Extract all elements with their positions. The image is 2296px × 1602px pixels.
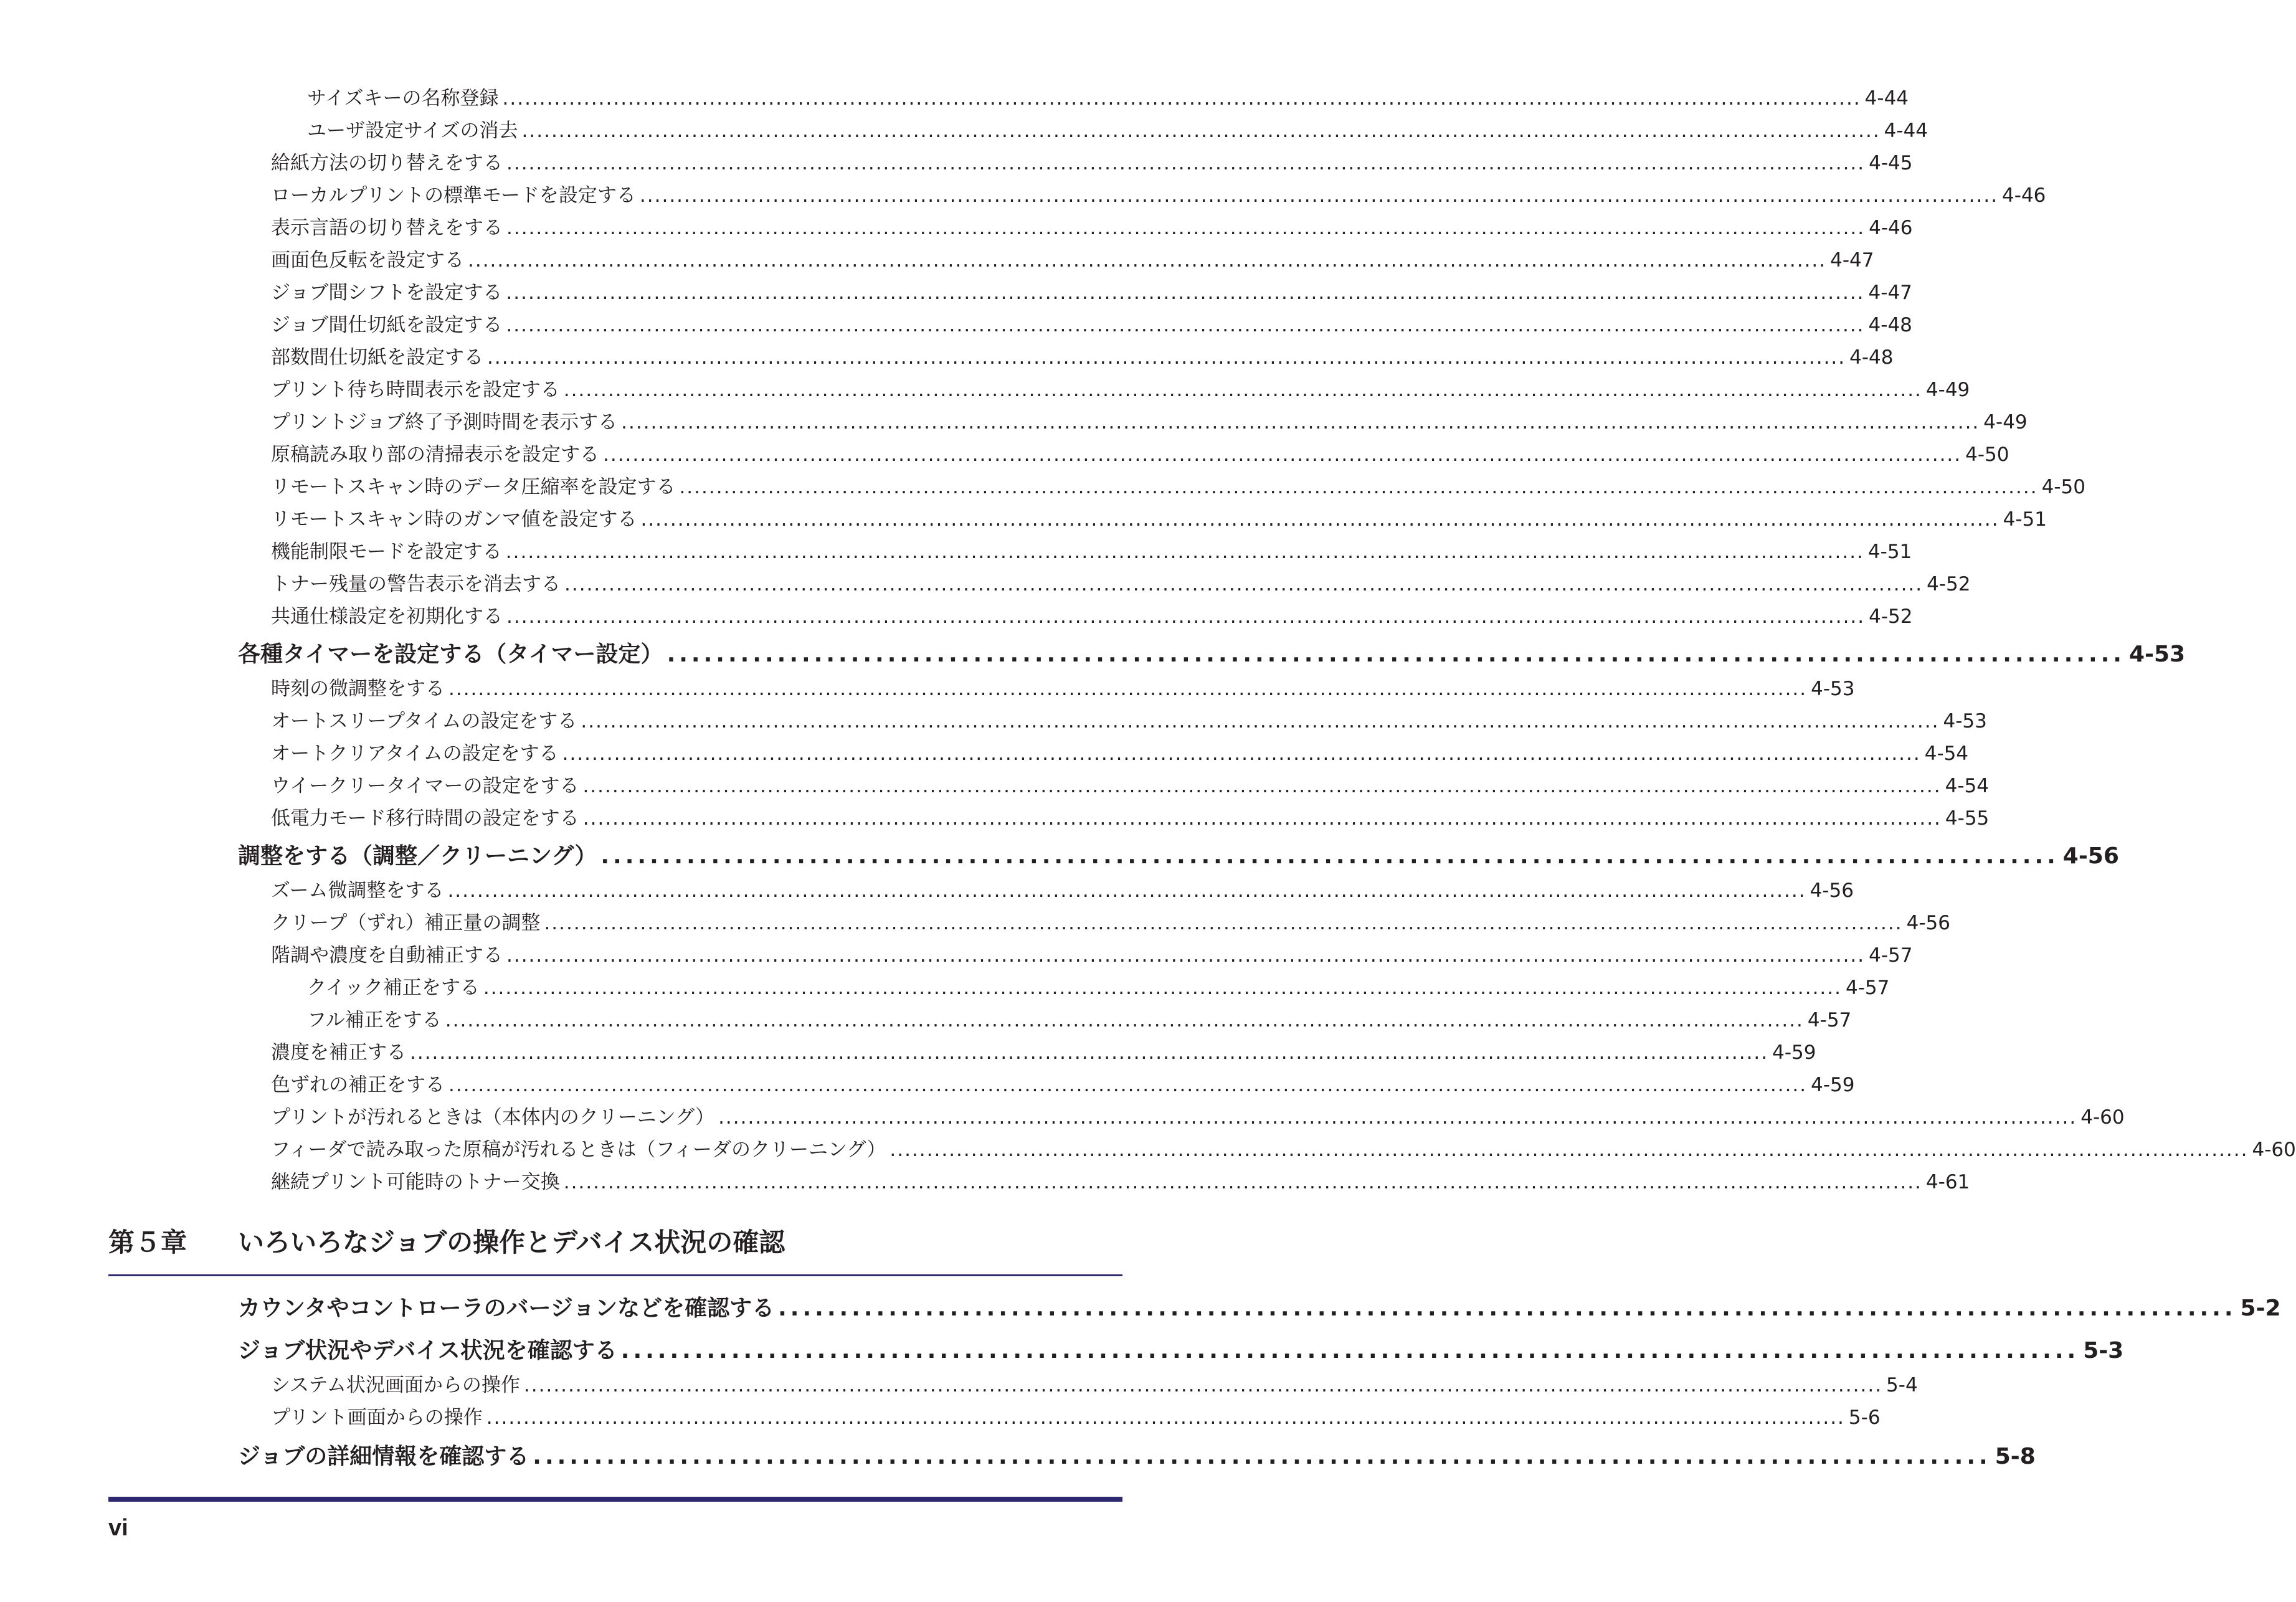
dot-leader: ........................................................................................................................................................................................ bbox=[486, 1406, 1845, 1429]
dot-leader: ....................................................................................................................... bbox=[667, 642, 2125, 667]
toc-entry[interactable] bbox=[271, 1101, 2125, 1129]
toc-entry-page: 4-52 bbox=[1927, 573, 1971, 595]
toc-entry[interactable] bbox=[271, 1369, 1918, 1397]
footer-divider bbox=[108, 1497, 1122, 1502]
toc-entry[interactable] bbox=[307, 82, 1909, 110]
toc-entry-title: 濃度を補正する bbox=[271, 1041, 406, 1064]
toc-entry-title: システム状況画面からの操作 bbox=[271, 1374, 520, 1396]
dot-leader: ........................................................................................................................................................................................ bbox=[603, 443, 1962, 466]
toc-entry-title: フィーダで読み取った原稿が汚れるときは（フィーダのクリーニング） bbox=[271, 1139, 886, 1161]
toc-entry-page: 4-61 bbox=[1925, 1171, 1970, 1193]
toc-entry[interactable] bbox=[271, 1166, 1970, 1194]
dot-leader: ........................................................................................................................................................................................ bbox=[483, 977, 1842, 999]
toc-entry[interactable] bbox=[271, 1036, 1816, 1064]
toc-entry-page: 4-57 bbox=[1807, 1009, 1852, 1031]
dot-leader: ........................................................................................................................................................................................ bbox=[581, 710, 1940, 732]
toc-entry-title: トナー残量の警告表示を消去する bbox=[271, 573, 561, 595]
toc-entry-title: 原稿読み取り部の清掃表示を設定する bbox=[271, 443, 599, 466]
toc-entry-page: 4-60 bbox=[2080, 1106, 2125, 1129]
toc-section-page: 4-56 bbox=[2062, 843, 2119, 869]
toc-entry-page: 4-57 bbox=[1845, 977, 1890, 999]
toc-entry-title: リモートスキャン時のガンマ値を設定する bbox=[271, 508, 637, 531]
toc-entry[interactable] bbox=[307, 972, 1890, 1000]
toc-entry[interactable] bbox=[271, 179, 2046, 207]
toc-entry-page: 4-59 bbox=[1811, 1074, 1855, 1096]
chapter-title: いろいろなジョブの操作とデバイス状況の確認 bbox=[238, 1227, 785, 1258]
toc-entry-title: 表示言語の切り替えをする bbox=[271, 217, 503, 239]
dot-leader: ........................................................................................................................................................................................ bbox=[506, 152, 1866, 174]
toc-entry-title: 階調や濃度を自動補正する bbox=[271, 944, 503, 967]
toc-entry[interactable] bbox=[271, 309, 1912, 337]
toc-entry[interactable] bbox=[307, 115, 1928, 143]
toc-entry[interactable] bbox=[271, 212, 1913, 240]
toc-entry-page: 5-4 bbox=[1886, 1374, 1918, 1396]
dot-leader: ........................................................................................................................................................................................ bbox=[502, 87, 1861, 110]
toc-entry-page: 4-49 bbox=[1925, 379, 1970, 401]
toc-entry-page: 5-6 bbox=[1848, 1406, 1881, 1429]
dot-leader: ........................................................................................................................................................................................ bbox=[506, 282, 1865, 304]
toc-entry-title: 共通仕様設定を初期化する bbox=[271, 605, 503, 628]
toc-entry-page: 4-46 bbox=[2002, 184, 2046, 207]
dot-leader: ........................................................................................................................................................................................ bbox=[506, 314, 1865, 336]
dot-leader: ........................................................................................................................................................................................ bbox=[487, 346, 1846, 369]
dot-leader: ........................................................................................................................................................................................ bbox=[468, 249, 1827, 272]
dot-leader: ........................................................................................................................................................................................ bbox=[889, 1139, 2249, 1161]
toc-entry-page: 4-49 bbox=[1983, 411, 2028, 434]
toc-entry-page: 4-55 bbox=[1945, 807, 1990, 830]
chapter-number: 第５章 bbox=[108, 1227, 187, 1258]
dot-leader: ........................................................................................................................................................................................ bbox=[410, 1041, 1769, 1064]
dot-leader: ........................................................................................................................................................................................ bbox=[506, 217, 1866, 239]
toc-entry-title: ローカルプリントの標準モードを設定する bbox=[271, 184, 636, 207]
toc-entry-page: 4-50 bbox=[2041, 476, 2085, 498]
toc-entry-title: 部数間仕切紙を設定する bbox=[271, 346, 483, 369]
toc-section-title: 調整をする（調整／クリーニング） bbox=[238, 843, 597, 869]
dot-leader: ........................................................................................................................................................................................ bbox=[582, 807, 1942, 830]
dot-leader: ........................................................................................................................................................................................ bbox=[544, 912, 1903, 934]
toc-entry[interactable] bbox=[271, 939, 1913, 967]
toc-entry-title: ジョブ間仕切紙を設定する bbox=[271, 314, 503, 336]
toc-entry-title: 色ずれの補正をする bbox=[271, 1074, 445, 1096]
toc-entry-page: 4-53 bbox=[1943, 710, 1987, 732]
toc-entry[interactable] bbox=[271, 406, 2028, 434]
dot-leader: ........................................................................................................................................................................................ bbox=[640, 508, 2000, 531]
toc-entry-title: プリントが汚れるときは（本体内のクリーニング） bbox=[271, 1106, 715, 1129]
dot-leader: ........................................................................................................................................................................................ bbox=[639, 184, 1999, 207]
toc-section-entry[interactable] bbox=[238, 1439, 2036, 1471]
dot-leader: ........................................................................................................................................................................................ bbox=[564, 573, 1924, 595]
toc-entry-page: 4-57 bbox=[1869, 944, 1913, 967]
toc-section-page: 5-8 bbox=[1995, 1444, 2036, 1469]
dot-leader: ........................................................................................................................................................................................ bbox=[445, 1009, 1804, 1031]
toc-entry-title: クリープ（ずれ）補正量の調整 bbox=[271, 912, 541, 934]
toc-section-entry[interactable] bbox=[238, 838, 2119, 870]
toc-section-page: 5-2 bbox=[2240, 1296, 2281, 1321]
dot-leader: ........................................................................................................................................................................................ bbox=[505, 541, 1864, 563]
toc-entry-page: 4-47 bbox=[1830, 249, 1874, 272]
toc-entry-page: 4-44 bbox=[1884, 120, 1928, 142]
toc-entry[interactable] bbox=[271, 1401, 1881, 1429]
toc-section-title: 各種タイマーを設定する（タイマー設定） bbox=[238, 642, 663, 667]
toc-entry-title: ユーザ設定サイズの消去 bbox=[307, 120, 518, 142]
toc-entry-title: 機能制限モードを設定する bbox=[271, 541, 502, 563]
toc-entry-page: 4-46 bbox=[1869, 217, 1913, 239]
dot-leader: ........................................................................................................................................................................................ bbox=[521, 120, 1881, 142]
dot-leader: ........................................................................................................................................................................................ bbox=[679, 476, 2038, 498]
toc-entry[interactable] bbox=[271, 438, 2009, 467]
toc-entry-page: 4-59 bbox=[1772, 1041, 1816, 1064]
toc-entry-title: ズーム微調整をする bbox=[271, 879, 444, 902]
toc-entry[interactable] bbox=[271, 147, 1913, 175]
toc-section-entry[interactable] bbox=[238, 1291, 2281, 1322]
toc-entry[interactable] bbox=[271, 874, 1854, 903]
toc-entry[interactable] bbox=[271, 536, 1912, 564]
dot-leader: ....................................................................................................................... bbox=[778, 1296, 2237, 1321]
dot-leader: ........................................................................................................................................................................................ bbox=[523, 1374, 1883, 1396]
toc-entry-title: ジョブ間シフトを設定する bbox=[271, 282, 503, 304]
dot-leader: ........................................................................................................................................................................................ bbox=[563, 1171, 1922, 1193]
toc-entry-title: プリントジョブ終了予測時間を表示する bbox=[271, 411, 618, 434]
toc-entry-title: 画面色反転を設定する bbox=[271, 249, 464, 272]
toc-entry-page: 4-56 bbox=[1810, 879, 1854, 902]
toc-entry[interactable] bbox=[271, 471, 2085, 499]
toc-entry-title: 給紙方法の切り替えをする bbox=[271, 152, 503, 174]
toc-entry[interactable] bbox=[271, 907, 1950, 935]
toc-entry-page: 4-51 bbox=[2003, 508, 2047, 531]
toc-entry[interactable] bbox=[271, 341, 1894, 369]
toc-section-page: 5-3 bbox=[2083, 1338, 2124, 1363]
dot-leader: ........................................................................................................................................................................................ bbox=[506, 944, 1866, 967]
chapter-divider bbox=[108, 1274, 1122, 1276]
toc-entry-page: 4-54 bbox=[1945, 775, 1989, 797]
dot-leader: ....................................................................................................................... bbox=[533, 1444, 1991, 1469]
toc-entry-page: 4-54 bbox=[1924, 742, 1969, 765]
toc-entry[interactable] bbox=[271, 503, 2047, 531]
dot-leader: ........................................................................................................................................................................................ bbox=[447, 879, 1806, 902]
toc-entry-page: 4-51 bbox=[1867, 541, 1912, 563]
toc-entry[interactable] bbox=[271, 374, 1970, 402]
toc-entry[interactable] bbox=[271, 600, 1913, 628]
toc-entry[interactable] bbox=[271, 705, 1987, 733]
toc-entry-title: サイズキーの名称登録 bbox=[307, 87, 499, 110]
toc-entry-page: 4-48 bbox=[1849, 346, 1894, 369]
toc-entry-page: 4-52 bbox=[1869, 605, 1913, 628]
toc-entry-page: 4-47 bbox=[1868, 282, 1912, 304]
toc-entry-page: 4-44 bbox=[1864, 87, 1909, 110]
page-number: vi bbox=[108, 1515, 128, 1541]
toc-section-page: 4-53 bbox=[2128, 642, 2186, 667]
toc-entry[interactable] bbox=[271, 1069, 1855, 1097]
toc-entry[interactable] bbox=[271, 770, 1989, 798]
toc-entry-title: フル補正をする bbox=[307, 1009, 442, 1031]
toc-entry-title: プリント画面からの操作 bbox=[271, 1406, 483, 1429]
toc-entry-page: 4-53 bbox=[1811, 678, 1855, 700]
toc-entry-page: 4-60 bbox=[2252, 1139, 2296, 1161]
toc-entry[interactable] bbox=[271, 1134, 2296, 1162]
toc-entry-page: 4-45 bbox=[1869, 152, 1913, 174]
toc-entry-title: オートクリアタイムの設定をする bbox=[271, 742, 559, 765]
dot-leader: ........................................................................................................................................................................................ bbox=[582, 775, 1942, 797]
toc-entry-title: 継続プリント可能時のトナー交換 bbox=[271, 1171, 560, 1193]
toc-section-title: ジョブ状況やデバイス状況を確認する bbox=[238, 1338, 617, 1363]
dot-leader: ........................................................................................................................................................................................ bbox=[448, 1074, 1808, 1096]
dot-leader: ........................................................................................................................................................................................ bbox=[506, 605, 1866, 628]
toc-entry[interactable] bbox=[271, 244, 1874, 272]
toc-entry-title: 低電力モード移行時間の設定をする bbox=[271, 807, 579, 830]
toc-entry-page: 4-56 bbox=[1906, 912, 1950, 934]
toc-entry[interactable] bbox=[271, 802, 1990, 830]
toc-section-title: ジョブの詳細情報を確認する bbox=[238, 1444, 529, 1469]
dot-leader: ........................................................................................................................................................................................ bbox=[621, 411, 1980, 434]
toc-section-entry[interactable] bbox=[238, 637, 2186, 668]
toc-entry-page: 4-50 bbox=[1965, 443, 2009, 466]
dot-leader: ....................................................................................................................... bbox=[600, 843, 2059, 869]
toc-entry-title: リモートスキャン時のデータ圧縮率を設定する bbox=[271, 476, 676, 498]
dot-leader: ........................................................................................................................................................................................ bbox=[448, 678, 1808, 700]
toc-entry[interactable] bbox=[271, 277, 1912, 305]
dot-leader: ....................................................................................................................... bbox=[620, 1338, 2080, 1363]
toc-entry-title: プリント待ち時間表示を設定する bbox=[271, 379, 560, 401]
toc-entry-title: ウイークリータイマーの設定をする bbox=[271, 775, 579, 797]
dot-leader: ........................................................................................................................................................................................ bbox=[718, 1106, 2077, 1129]
toc-entry[interactable] bbox=[271, 673, 1855, 701]
toc-entry-title: クイック補正をする bbox=[307, 977, 480, 999]
toc-entry[interactable] bbox=[307, 1004, 1852, 1032]
toc-entry[interactable] bbox=[271, 737, 1969, 765]
chapter-heading[interactable] bbox=[108, 1222, 785, 1259]
dot-leader: ........................................................................................................................................................................................ bbox=[563, 379, 1922, 401]
dot-leader: ........................................................................................................................................................................................ bbox=[562, 742, 1921, 765]
toc-entry[interactable] bbox=[271, 568, 1971, 596]
toc-section-title: カウンタやコントローラのバージョンなどを確認する bbox=[238, 1296, 775, 1321]
toc-entry-title: 時刻の微調整をする bbox=[271, 678, 445, 700]
toc-entry-page: 4-48 bbox=[1868, 314, 1912, 336]
toc-section-entry[interactable] bbox=[238, 1333, 2124, 1365]
toc-entry-title: オートスリープタイムの設定をする bbox=[271, 710, 577, 732]
